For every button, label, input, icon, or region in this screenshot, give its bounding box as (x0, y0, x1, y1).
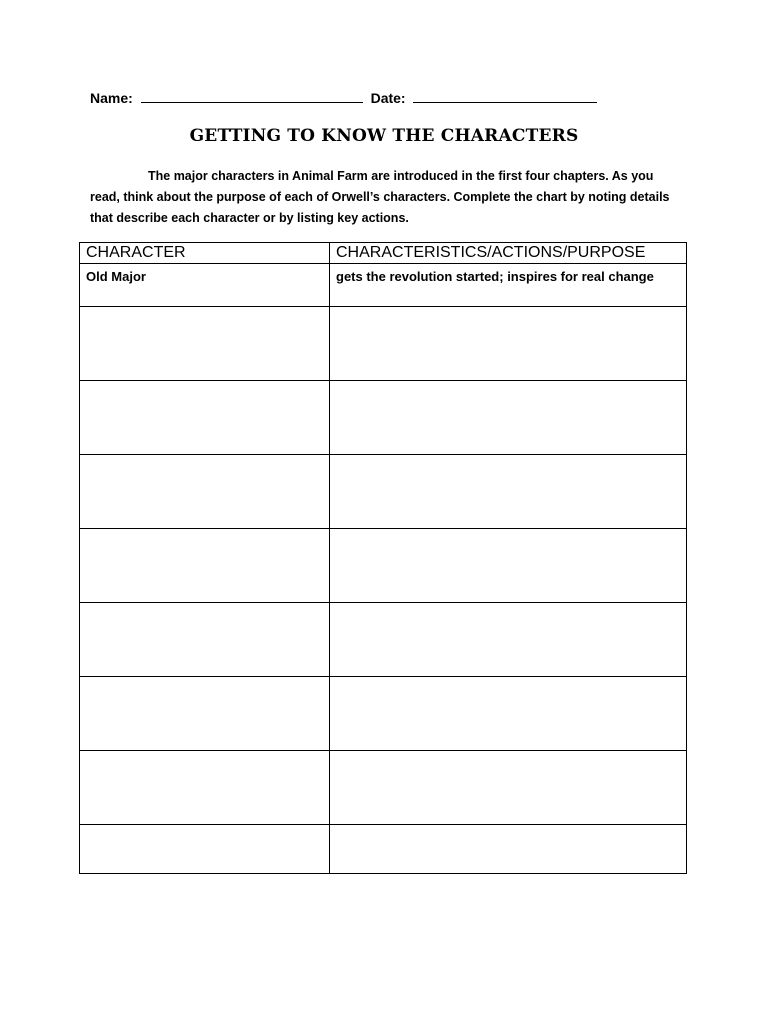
details-cell[interactable] (330, 825, 687, 874)
details-cell[interactable] (330, 307, 687, 381)
table-row (80, 603, 687, 677)
character-cell[interactable] (80, 751, 330, 825)
character-cell[interactable]: Old Major (80, 264, 330, 307)
table-row (80, 381, 687, 455)
table-row (80, 677, 687, 751)
table-row (80, 825, 687, 874)
intro-text: The major characters in Animal Farm are introduced in the first four chapters. As you read, think about the purpose of each of Orwell’s characters. Complete the chart by noting details that describe each character or by listing key actions. (90, 169, 670, 225)
character-cell[interactable] (80, 455, 330, 529)
character-cell[interactable] (80, 825, 330, 874)
table-row (80, 751, 687, 825)
character-cell[interactable] (80, 603, 330, 677)
name-blank[interactable] (141, 90, 363, 103)
date-blank[interactable] (413, 90, 597, 103)
intro-paragraph (90, 166, 680, 229)
details-cell[interactable] (330, 751, 687, 825)
table-row (80, 455, 687, 529)
character-chart (79, 242, 687, 874)
character-cell[interactable] (80, 529, 330, 603)
chart-header-row (80, 243, 687, 264)
date-label: Date: (370, 90, 406, 106)
page-title: GETTING TO KNOW THE CHARACTERS (189, 126, 579, 146)
name-date-line (90, 90, 601, 106)
details-cell[interactable] (330, 381, 687, 455)
character-cell[interactable] (80, 307, 330, 381)
details-cell[interactable] (330, 455, 687, 529)
details-cell[interactable] (330, 677, 687, 751)
character-cell[interactable] (80, 677, 330, 751)
column-header-details: CHARACTERISTICS/ACTIONS/PURPOSE (330, 243, 687, 264)
details-cell[interactable]: gets the revolution started; inspires for real change (330, 264, 687, 307)
character-cell[interactable] (80, 381, 330, 455)
details-cell[interactable] (330, 603, 687, 677)
table-row (80, 307, 687, 381)
table-row (80, 529, 687, 603)
column-header-character: CHARACTER (80, 243, 330, 264)
name-label: Name: (90, 90, 133, 106)
details-cell[interactable] (330, 529, 687, 603)
table-row (80, 264, 687, 307)
